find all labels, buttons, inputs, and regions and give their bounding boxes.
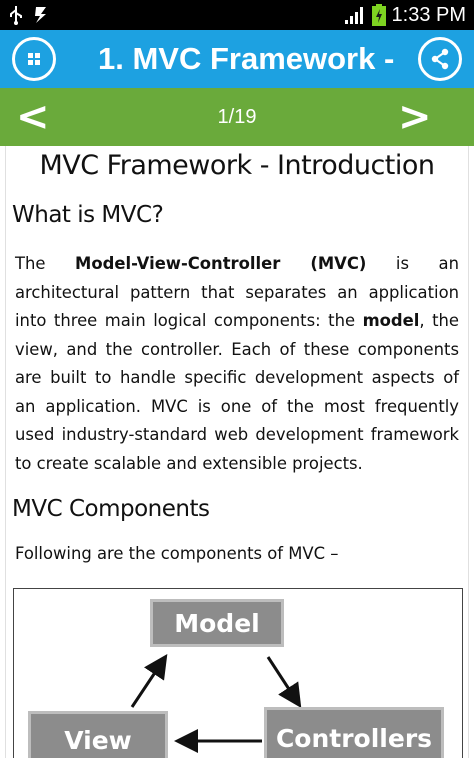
para-bold-model: model xyxy=(362,311,420,330)
signal-icon xyxy=(344,5,366,25)
menu-button[interactable] xyxy=(12,37,56,81)
status-right-icons xyxy=(344,4,474,27)
mvc-diagram xyxy=(13,588,463,758)
para-text-3: , the view, and the controller. Each of these components are built to handle specific development aspects of an application. MVC is one of the most frequently used industry-standard web development framework to create scalable and extensible projects. xyxy=(15,311,459,473)
article-content xyxy=(5,146,469,758)
pager-bar xyxy=(0,88,474,146)
section-heading-what-is-mvc: What is MVC? xyxy=(12,202,164,228)
diagram-box-controllers: Controllers xyxy=(264,707,444,758)
diagram-box-view: View xyxy=(28,711,168,758)
share-button[interactable] xyxy=(418,37,462,81)
battery-charging-icon xyxy=(372,4,386,26)
status-time: 1:33 PM xyxy=(391,3,466,26)
intro-paragraph xyxy=(15,250,459,478)
app-bar xyxy=(0,30,474,88)
app-title: 1. MVC Framework - xyxy=(98,41,395,76)
previous-page-button[interactable]: < xyxy=(16,94,50,140)
arrow-view-to-model xyxy=(132,659,164,707)
usb-debug-icon xyxy=(32,5,50,25)
components-intro-text: Following are the components of MVC – xyxy=(15,544,339,563)
page-counter: 1/19 xyxy=(217,106,257,128)
para-bold-mvc: Model-View-Controller (MVC) xyxy=(75,254,367,273)
status-bar xyxy=(0,0,474,30)
page-title: MVC Framework - Introduction xyxy=(39,150,435,181)
diagram-box-model: Model xyxy=(150,599,284,647)
para-text-1: The xyxy=(15,254,76,273)
next-page-button[interactable]: > xyxy=(398,94,432,140)
grid-menu-icon xyxy=(26,51,42,67)
para-text-2: is an architectural pattern that separates an application into three main logical components: the xyxy=(15,254,459,330)
status-left-icons xyxy=(0,5,50,25)
section-heading-mvc-components: MVC Components xyxy=(12,496,210,522)
arrow-model-to-controllers xyxy=(268,657,298,703)
share-icon xyxy=(429,48,451,70)
usb-icon xyxy=(8,5,24,25)
